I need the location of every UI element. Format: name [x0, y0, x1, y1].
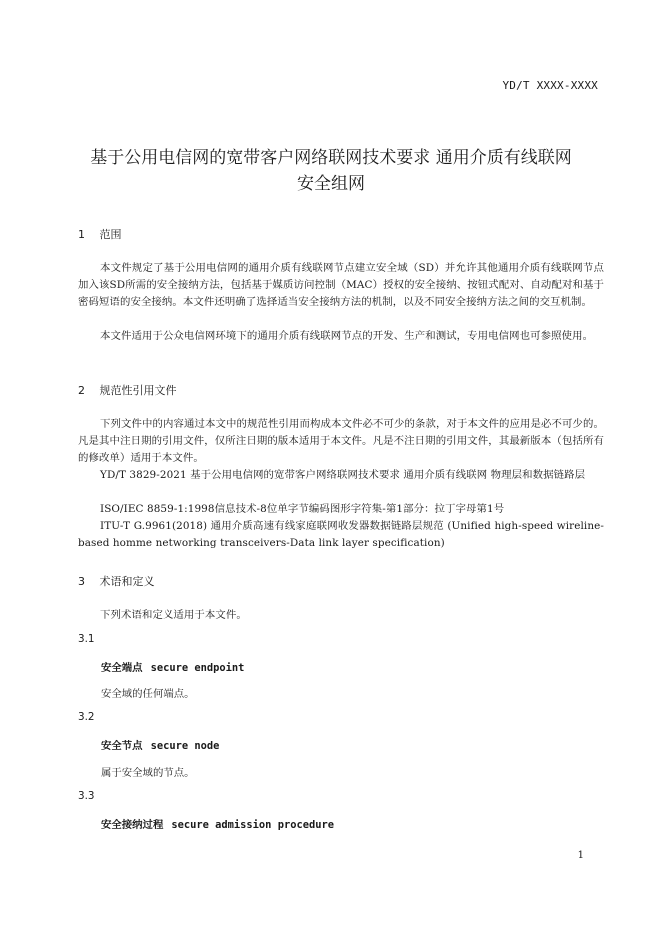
- section-number: 1: [78, 228, 85, 241]
- term-definition: 安全域的任何端点。: [101, 688, 195, 700]
- section-2-paragraph-1: 下列文件中的内容通过本文中的规范性引用而构成本文件必不可少的条款，对于本文件的应用是必不可少的。凡是其中注日期的引用文件，仅所注日期的版本适用于本文件。凡是不注日期的引用文件，其最新版本（包括所有的修改单）适用于本文件。: [78, 418, 604, 464]
- term-definition: 属于安全域的节点。: [101, 767, 195, 779]
- section-3-heading: [78, 573, 155, 589]
- reference-1: YD/T 3829-2021 基于公用电信网的宽带客户网络联网技术要求 通用介质有线联网 物理层和数据链路层: [100, 469, 586, 481]
- reference-2: ISO/IEC 8859-1:1998信息技术-8位单字节编码图形字符集-第1部分：拉丁字母第1号: [100, 503, 505, 515]
- term-heading: [101, 737, 219, 752]
- title-line-1: 基于公用电信网的宽带客户网络联网技术要求 通用介质有线联网: [90, 148, 572, 168]
- section-1-heading: [78, 226, 122, 242]
- page-number: 1: [577, 850, 584, 861]
- section-number: 3: [78, 575, 85, 588]
- section-2-heading: [78, 382, 177, 398]
- section-1-paragraph-2: 本文件适用于公众电信网环境下的通用介质有线联网节点的开发、生产和测试，专用电信网也可参照使用。: [100, 330, 594, 342]
- document-code: YD/T XXXX-XXXX: [502, 79, 598, 92]
- term-number: 3.3: [78, 790, 95, 802]
- term-number: 3.1: [78, 633, 95, 645]
- section-title: 术语和定义: [99, 575, 155, 588]
- term-en: secure endpoint: [150, 662, 245, 674]
- section-title: 规范性引用文件: [99, 384, 177, 397]
- term-zh: 安全端点: [101, 662, 143, 674]
- section-number: 2: [78, 384, 85, 397]
- reference-3: ITU-T G.9961(2018) 通用介质高速有线家庭联网收发器数据链路层规范 (Unified high-speed wireline-based homme networking transceivers-Data link layer specification): [78, 520, 604, 549]
- term-number: 3.2: [78, 711, 95, 723]
- section-1-paragraph-1: 本文件规定了基于公用电信网的通用介质有线联网节点建立安全域（SD）并允许其他通用介质有线联网节点加入该SD所需的安全接纳方法，包括基于媒质访问控制（MAC）授权的安全接纳、按钮式配对、自动配对和基于密码短语的安全接纳。本文件还明确了选择适当安全接纳方法的机制，以及不同安全接纳方法之间的交互机制。: [78, 262, 604, 308]
- term-zh: 安全节点: [101, 740, 143, 752]
- section-title: 范围: [99, 228, 122, 241]
- section-3-intro: 下列术语和定义适用于本文件。: [100, 609, 247, 621]
- term-heading: [101, 659, 244, 674]
- term-heading: [101, 816, 334, 831]
- term-en: secure node: [150, 740, 220, 752]
- term-en: secure admission procedure: [171, 819, 334, 831]
- document-title: [60, 145, 602, 197]
- term-zh: 安全接纳过程: [101, 819, 164, 831]
- title-line-2: 安全组网: [297, 174, 365, 194]
